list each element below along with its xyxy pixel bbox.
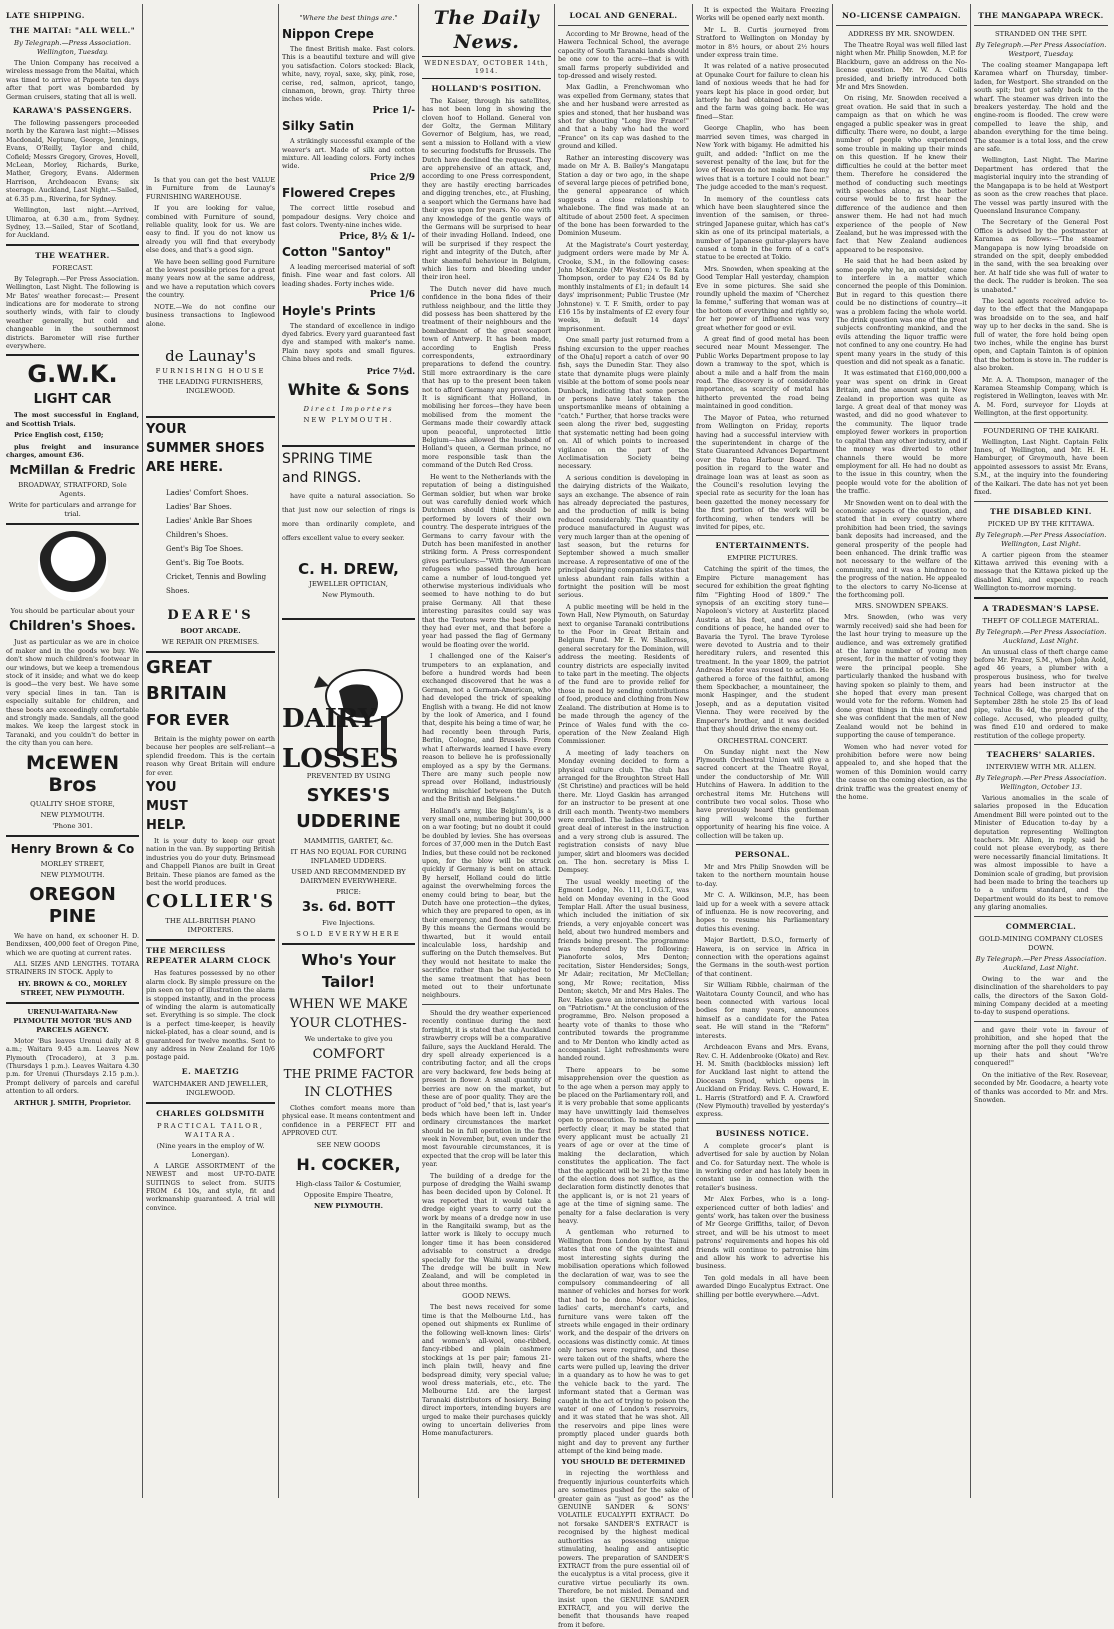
divider (974, 916, 1108, 917)
divider (696, 844, 829, 845)
article-text: A serious condition is developing in the dairying districts of the Waikato, says an exchange. The absence of rain has already depreciated the pastures, and the production of milk is being reduced considerably. The quantity of produce manufactured in August was very much larger than at the opening of last season, but the returns for September showed a much smaller increase. A representative of one of the principal dairying companies states that unless abundant rain falls within a fortnight the position will be most serious. (558, 473, 689, 600)
divider (146, 1102, 275, 1104)
divider (282, 618, 415, 620)
goldsmith-name: CHARLES GOLDSMITH (156, 1108, 265, 1118)
summer-shoes-heading: ARE HERE. (146, 459, 224, 475)
ad-text: You should be particular about your (10, 607, 135, 616)
article-text: There appears to be some misapprehension over the question as to the age when a person may apply to be placed on the Parliamentary roll, and it is very probable that some applicants may have unwittingly laid themselves open to prosecution. To make the point perfectly clear, it may be stated that every applicant must be actually 21 years of age or over at the time of making the declaration, which constitutes the application. The fact that the applicant will be 21 by the time of the election does not suffice, as the declaration form distinctly denotes that the applicant is, or is not 21 years of age at the time of signing same. The penalty for a false declaration is very heavy. (558, 1065, 689, 1226)
article-text: Catching the spirit of the times, the Empire Picture management has secured for exhibition the great fighting film "Fighting Hood of 1809." The synopsis of an exciting story tune—Napoleon's victory at Austerlitz placed Austria at his feet, and one of the conditions of peace, he handed over to Bavaria the Tyrol. The brave Tyrolese were devoted to Austria and to their hereditary rulers, and resented this treatment. In the year 1809, the patriot Andreas Hofer was roused to action. He gathered a force of the faithful, among them Speckbacher, a mountaineer, the monk Haspinger, and the student Joseph, and as a deputation visited Vienna. They were received by the Emperor's brother, and it was decided that they should drive the enemy out. (696, 565, 829, 734)
column-rule (970, 4, 971, 1498)
article-text: The coaling steamer Mangapapa left Karamea wharf on Thursday, timber-laden, for Westport. She stranded on the south spit; but got safely back to the wharf. The steamer was driven into the breakers yesterday. The hold and the engine-room is flooded. The crew were compelled to leave the ship, and abandon everything for the time being. The steamer is a total loss, and the crew are safe. (974, 61, 1108, 154)
article-text: Mr Alex Forbes, who is a long-experienced cutter of both ladies' and gents' work, has taken over the business of Mr George Griffiths, tailor, of Devon street, and will be his utmost to meet patrons' requirements and hopes his old friends will continue to patronise him and allow his work to advertise his business. (696, 1195, 829, 1271)
price: Price 1/6 (369, 290, 415, 301)
ad-text: NEW PLYMOUTH. (40, 870, 105, 879)
article-text: A public meeting will be held in the Town Hall, New Plymouth, on Saturday next to organise Taranaki contributions to the Poor in Great Britain and Belgium Fund. Mr E. W. Shallcross, general secretary for the Dominion, will address the meeting. Residents of country districts are especially invited to take part in the meeting. The objects of the fund are to provide relief for those in need by sending contributions of food, produce and clothing from New Zealand. The distribution at Home is to be made through the agency of the Prince of Wales fund with the co-operation of the New Zealand High Commissioner. (558, 602, 689, 746)
divider (282, 445, 415, 447)
silky-satin-heading: Silky Satin (282, 119, 354, 134)
ad-text: Motor 'Bus leaves Urenui daily at 8 a.m.; Waitara 9.45 a.m. Leaves New Plymouth (Trocadero), at 3 p.m. (Thursdays 1 p.m.). Leaves Waitara 4.30 p.m. for Urenui (Thursdays 2.15 p.m.). Prompt delivery of parcels and careful attention to all orders. (6, 1036, 139, 1096)
ad-text: plus freight and insurance charges, amount £36. (6, 442, 139, 459)
article-text: I challenged one of the Kaiser's trumpeters to an explanation, and before a hundred words had been exchanged discovered that he was a German, not a German-American, who had developed the trick of speaking English with a twang. He did not know by the look of America, and I found that, despite his being a time of war, he had recently been through Paris, Berlin, Cologne, and Brussels. From what I afterwards learned I have every reason to believe he is professionally employed as a spy by the Germans. There are many such people now spread over Holland, industriously working mischief between the Dutch and the British and Belgians." (422, 652, 551, 804)
article-text: He said that he had been asked by some people why he, an outsider, came to interfere in a matter which concerned the people of this Dominion. But in regard to this question there could be no distinctions of country—it was a problem facing the whole world. The drink question was one of the great subjects confronting mankind, and the evils attending the liquor traffic were not confined to any one country. He had spent many years in the study of this question and did not speak as a fanatic. (836, 257, 967, 367)
column-2 (146, 6, 275, 1496)
alarm-clock-heading: THE MERCILESS REPEATER ALARM CLOCK (146, 946, 271, 966)
article-text: The Union Company has received a wireless message from the Maitai, which was timed to arrive at Papeete ten days after that port was bombarded by German cruisers, stating that all is well. (6, 59, 139, 101)
divider (146, 651, 275, 653)
flowered-crepes-heading: Flowered Crepes (282, 186, 396, 201)
sykes-name: SYKES'S (306, 784, 391, 806)
article-text: Mrs. Snowden, (who was very warmly received) said she had been for the last hour trying to measure up the audience, and was extremely gratified at the large number of young men present, for in the matter of voting they were the principal people. She particularly thanked the husband with having spoken so plainly to them, and she hoped that every man present would vote for the reform. Women had done great things in this matter, and she was confident that the men of New Zealand would not be behind in supporting the cause of temperance. (836, 613, 967, 740)
ad-text: ARTHUR J. SMITH, Proprietor. (14, 1098, 131, 1107)
price: Price 7½d. (366, 365, 415, 376)
ad-text: MAMMITIS, GARTET, &c. (303, 836, 394, 845)
great-britain-heading: GREAT (146, 656, 212, 678)
ad-text: The most successful in England, and Scottish Trials. (6, 411, 139, 428)
article-text: At the Magistrate's Court yesterday, judgment orders were made by Mr A. Crooke, S.M., in the following cases: John McKenzie (Mr Weston) v. Te Kata Thompson, order to pay £24 0s 8d by monthly instalments of £1; in default 14 days' imprisonment; Public Trustee (Mr Johnstone) v. T. F. Smith, order to pay £16 15s by instalments of £2 every four weeks, in default 14 days' imprisonment. (558, 240, 689, 333)
kini-subheading: PICKED UP BY THE KITTAWA. (987, 519, 1095, 528)
article-text: Women who had never voted for prohibition before were now being appealed to, and she hoped that the women of this Dominion would carry the cause on the coming election, as the drink traffic was the greatest enemy of the home. (836, 742, 967, 801)
tailor-text: THE PRIME FACTOR (283, 1066, 414, 1081)
column-7 (836, 6, 967, 1496)
article-text: Sir William Ribble, chairman of the Waitotara County Council, and who has been connected with various local bodies for many years, announces himself as a candidate for the Patea seat. He will stand in the "Reform" interests. (696, 981, 829, 1040)
list-item: Gent's. Big Toe Boots. (166, 558, 245, 567)
article-text: Should the dry weather experienced recently continue during the next fortnight, it is stated that the Auckland strawberry crops will be a comparative failure, says the Auckland Herald. The dry spell already experienced is a contributing factor, and all the crops are very backward, few beds being at present in flower. A small quantity of berries are now on the market, but these are of poor quality. They are the product of "old bed," that is, last year's beds which have been left in. Under ordinary circumstances the market should be in full operation in the first week in November, but, even under the most favourable circumstances, it is expected that the crop will be later this year. (422, 1008, 551, 1169)
ad-text: HY. BROWN & CO., MORLEY STREET, NEW PLYMOUTH. (17, 979, 128, 997)
summer-shoes-heading: SUMMER SHOES (146, 440, 265, 456)
list-item: Ladies' Bar Shoes. (166, 502, 232, 511)
byline: By Telegraph.—Per Press Association. Auckland, Last Night. (975, 954, 1107, 972)
price: Price 1/- (372, 105, 415, 116)
article-text: Archdeacon Evans and Mrs. Evans, Rev. C. H. Addenbrooke (Okato) and Rev. H. M. Smith (backblocks mission) left for Auckland last night to attend the Diocesan Synod, which opens in Auckland on Friday. Revs. C. Howard, E. L. Harris (Stratford) and F. A. Crawford (New Plymouth) travelled by yesterday's express. (696, 1043, 829, 1119)
good-news-heading: GOOD NEWS. (462, 1292, 511, 1301)
divider (6, 354, 139, 356)
article-text: George Chaplin, who has been married seven times, was charged in New York with bigamy. He admitted his guilt, and added: "Inflict on me the severest penalty of the law, but for the love of Heaven do not make me face my wives that is a torture I could not bear." The judge acceded to the man's request. (696, 124, 829, 192)
ad-text: Five Injections. (322, 918, 375, 927)
ad-text: We undertake to give you (304, 1034, 393, 1043)
article-text: Mr. A. A. Thompson, manager of the Karamea Steamship Company, which is registered in Wellington, leaves with Mr. A. M. Ford, surveyor for Lloyds at Wellington, at the first opportunity. (974, 375, 1108, 418)
divider (146, 939, 275, 941)
byline: By Telegraph.—Per Press Association. Auckland, Last Night. (975, 627, 1107, 645)
great-britain-heading: BRITAIN (146, 682, 227, 704)
concert-heading: ORCHESTRAL CONCERT. (717, 736, 808, 745)
column-4 (422, 6, 551, 1496)
local-general-heading: LOCAL AND GENERAL. (569, 11, 678, 20)
sander-heading: YOU SHOULD BE DETERMINED (561, 1458, 686, 1467)
article-text: A gentleman who returned to Wellington from London by the Tainui states that one of the quaintest and most interesting sights during the mobilisation operations which followed the declaration of war, was to see the compulsory commandeering of all manner of vehicles and horses for work that had to be done. Motor vehicles, ladies' carts, merchant's carts, and furniture vans were taken off the streets while engaged in their ordinary work, and the despair of the drivers on occasions was distinctly comic. At times only horses were required, and these were taken out of the shafts, where the carts were pulled up, leaving the driver in a quandary as to how he was to get the vehicle back to the yard. The informant stated that a German was caught in the act of trying to poison the water of one of London's reservoirs, and it was stated that he was shot. All the reservoirs and pipe lines were promptly placed under guards both night and day to prevent any further attempt of the kind being made. (558, 1228, 689, 1456)
article-text: The best news received for some time is that the Melbourne Ltd., has opened out shipments ex Runlime of the following well-known lines: Girls' and women's all-wool, one-ribbed, fancy-ribbed and plain cashmere stockings at 1s per pair; famous 21-inch plain twill, heavy and fine bedspread dimity, very special value; wool dress materials, etc., etc. The Melbourne Ltd. are the largest Taranaki distributors of hosiery. Being direct importers, intending buyers are urged to make their purchases quickly owing to uncertain deliveries from Home manufacturers. (422, 1303, 551, 1438)
article-text: in rejecting the worthless and frequently injurious counterfeits which are sometimes pushed for the sake of greater gain as "just as good" as the GENUINE SANDER & SONS' VOLATILE EUCALYPTI EXTRACT. Do not forsake SANDER'S EXTRACT is recognised by the highest medical authorities as possessing unique stimulating, healing and antiseptic powers. The preparation of SANDER'S EXTRACT from the pure essential oil of the eucalyptus is a vital process, give it curative virtue peculiarly its own. Therefore, be not misled. Demand and insist upon the GENUINE SANDER EXTRACT, and you will derive the benefit that thousands have reaped from it before. (558, 1469, 689, 1629)
article-text: The Dutch never did have much confidence in the bona fides of their ruthless neighbour, and the little they did possess has been shattered by the treatment of their neighbours and the bombardment of the great seaport town of Antwerp. It has been made, according to English Press correspondents, extraordinary preparations to defend the country. Still more extraordinary is the care that has up to the present been taken not to afford Germany any provocation. It is significant that Holland, in mobilising her forces—they have been mobilised from the moment the Germans made their cowardly attack upon peaceful, unprotected little Belgium—has allowed the husband of Holland's queen, a German prince, no more responsible task than the command of the Dutch Red Cross. (422, 284, 551, 470)
ad-text: QUALITY SHOE STORE, (30, 799, 115, 808)
article-text: Owing to the war and the disinclination of the shareholders to pay calls, the directors of the Saxon Gold-mining Company decided at a meeting to-day to suspend operations. (974, 974, 1108, 1017)
ad-text: ALL SIZES AND LENGTHS. TOTARA STRAINERS IN STOCK. Apply to (6, 959, 139, 977)
late-shipping-heading: LATE SHIPPING. (6, 11, 85, 20)
divider (974, 501, 1108, 502)
drew-name: C. H. DREW, (298, 559, 399, 578)
article-text: Rather an interesting discovery was made on Mr A. B. Bailey's Mangatapu Station a day or two ago, in the shape of several large pieces of petrified bone, the general appearance of which suggests a close relationship to whalebone. The find was made at an altitude of about 2500 feet. A specimen of the bone has been forwarded to the Dominion Museum. (558, 153, 689, 238)
tailor-text: COMFORT (312, 1046, 385, 1062)
article-text: Wellington, Last Night. Captain Felix Innes, of Wellington, and Mr. H. H. Hamburger, of Greymouth, have been appointed assessors to assist Mr. Evans, S.M., at the inquiry into the foundering of the Kaikari. The date has not yet been fixed. (974, 437, 1108, 497)
ad-text: have quite a natural association. So that just now our selection of rings is more than ordinarily complete, and offers excellent value to every seeker. (282, 491, 415, 542)
article-text: The Mayor of Patea, who returned from Wellington on Friday, reports having had a successful interview with the superintendent in charge of the State Guaranteed Advances Department over the Patea Harbour Board. The position in regard to the water and drainage loan was at least as soon as the Council's resolution levying the special rate as security for the loan has been gazetted the money necessary for the first portion of the work will be forthcoming, when tenders will be invited for pipes, etc. (696, 413, 829, 531)
ad-text: JEWELLER OPTICIAN, (309, 579, 388, 588)
ad-text: THE ALL-BRITISH PIANO IMPORTERS. (165, 917, 256, 935)
gwk-light-car: LIGHT CAR (33, 392, 112, 408)
column-rule (418, 4, 419, 1498)
spring-heading: and RINGS. (282, 469, 362, 486)
column-rule (278, 4, 279, 1498)
tailor-heading: Who's Your Tailor! (301, 950, 396, 991)
article-text: According to Mr Browne, head of the Hawera Technical School, the average capacity of South Taranaki lands should be one cow to the acre—that is with small farms properly subdivided and top-dressed and wisely rested. (558, 30, 689, 81)
ad-text: MORLEY STREET, (40, 859, 105, 868)
karawa-heading: KARAWA'S PASSENGERS. (12, 106, 133, 116)
ad-text: Direct Importers (303, 404, 394, 413)
article-text: and gave their vote in favour of prohibition, and she hoped that the morning after the poll they could throw up their hats and shout "We're conquered!" (974, 1025, 1108, 1068)
ad-text: Is that you can get the best VALUE in Furniture from de Launay's FURNISHING WAREHOUSE. (146, 176, 275, 201)
ad-text: USED AND RECOMMENDED BY DAIRYMEN EVERYWHERE. (291, 867, 406, 885)
divider (696, 1123, 829, 1124)
ad-text: Has features possessed by no other alarm clock. By simple pressure on the pin seen on top of illustration the alarm is stopped instantly, and in the process of winding the alarm is automatically set. Everything is so simple. The clock is a perfect time-keeper, is heavily nickel-plated, has a clear sound, and is guaranteed for twelve months. Sent to any address in New Zealand for 10/6 postage paid. (146, 969, 275, 1062)
article-text: A cartier pigeon from the steamer Kittawa arrived this evening with a message that the Kittawa picked up the disabled Kini, and expects to reach Wellington to-morrow morning. (974, 550, 1108, 593)
must-help-heading: MUST (146, 798, 188, 814)
white-sons-name: White & Sons (287, 379, 410, 399)
divider (974, 1021, 1108, 1022)
column-rule (142, 4, 143, 1498)
column-1 (6, 6, 139, 1496)
list-item: Ladies' Comfort Shoes. (166, 488, 249, 497)
divider (6, 244, 139, 246)
ad-text: Just as particular as we are in choice of maker and in the goods we buy. We don't show much children's footwear in our windows, but we keep a tremendous stock of it inside; and what we do keep is good—the very best. We have some very special lines in tan. Tan is especially suitable for children, and these boots are exceedingly comfortable and strongly made. Sandals, all the good makes. We keep the largest stock in Taranaki, and you couldn't do better in the city than you can here. (6, 638, 139, 748)
article-text: By Telegraph.—Per Press Association. Wellington, Last Night. The following is Mr Bates' weather forecast:— Present indications are for moderate to strong southerly winds, with fair to cloudy weather generally, but cold and changeable in the southernmost districts. Barometer will rise further everywhere. (6, 274, 139, 350)
quote: "Where the best things are." (299, 14, 398, 22)
teachers-subheading: INTERVIEW WITH MR. ALLEN. (986, 763, 1096, 771)
deare-name: DEARE'S (167, 607, 254, 623)
ad-text: NOTE.—We do not confine our business transactions to Inglewood alone. (146, 302, 275, 328)
tailor-text: YOUR CLOTHES- (290, 1015, 407, 1031)
gwk-brand: G.W.K. (27, 360, 118, 389)
ad-text: SEE NEW GOODS (316, 1140, 381, 1149)
article-text: A complete grocer's plant is advertised for sale by auction by Nolan and Co. for Saturday next. The whole is in working order and has lately been in constant use in connection with the retailer's business. (696, 1141, 829, 1192)
ad-text: NEW PLYMOUTH. (303, 415, 394, 424)
column-rule (832, 4, 833, 1498)
ad-text: Clothes comfort means more than physical ease. It means contentment and confidence in a PERFECT FIT and APPROVED CUT. (282, 1103, 415, 1138)
article-text: A meeting of lady teachers on Monday evening decided to form a physical culture club. The club has arranged for the Broughton Street Hall (St Christine) and practices will be held there. Mr. Lloyd Gaskin has arranged for an instructor to be present at one drill each month. Twenty-two members were enrolled. The ladies are taking a great deal of interest in the instruction and a very strong club is assured. The registration consists of navy blue jumper, skirt and bloomers was decided on. The hon. secretary is Miss I. Dempsey. (558, 748, 689, 875)
ad-text: The correct little rosebud and pompadour designs. Very choice and fast colors. Twenty-nine inches wide. (282, 204, 415, 230)
ad-text: If you are looking for value, combined with Furniture of sound, reliable quality, look for us. We are easy to find. If you do not know us already you will find that everybody else does, and that's a good sign. (146, 204, 275, 255)
article-text: On the initiative of the Rev. Rosevear, seconded by Mr. Goodacre, a hearty vote of thanks was accorded to Mr. and Mrs. Snowden. (974, 1070, 1108, 1104)
ad-text: THE LEADING FURNISHERS, INGLEWOOD. (157, 377, 264, 395)
byline: By Telegraph.—Per Press Association. Wellington, October 13. (975, 774, 1107, 791)
nippon-crepe-heading: Nippon Crepe (282, 27, 374, 41)
masthead-date: WEDNESDAY, OCTOBER 14th, 1914. (422, 56, 551, 79)
empire-heading: EMPIRE PICTURES. (727, 554, 798, 563)
article-text: Ten gold medals in all have been awarded Dingo Eucalyptus Extract. One shilling per bottle everywhere.—Advt. (696, 1273, 829, 1299)
article-text: Mrs. Snowden, when speaking at the Good Templar Hall yesterday, champion Eve in some pictures. She said she roundly upheld the maxim of "Cherchez la femme," suffering that woman was at the bottom of everything and rightly so, for her power of influence was very great whether for good or evil. (696, 264, 829, 332)
oregon-pine-heading: OREGON PINE (29, 883, 116, 927)
dairy-heading: DAIRY (282, 704, 377, 734)
delaunay-name: de Launay's (165, 346, 256, 365)
ad-text: IT HAS NO EQUAL FOR CURING INFLAMED UDDERS. (290, 847, 407, 865)
article-text: The local agents received advice to-day to the effect that the Mangapapa was broadside on to the sea, and half way up to her decks in the sand. She is full of water, the fore hold being open two inches, while the engine has burst open, and Captain Tainton is of opinion that the bottom is stove in. The rudder is also broken. (974, 296, 1108, 373)
article-text: The following passengers proceeded north by the Karawa last night:—Misses Macdonald, Neptune, George, Jennings, Evans, O'Reilly, Taylor and child, Cofield; Messrs Gregory, Groves, Hovell, McLean, Morley, Richards, Burke, Mather, Gregory, Evans. Aldermen Harrison, Archdeacon Evans; six steerage. Auckland, Last Night.—Sailed, at 6.35 p.m., Riverina, for Sydney. (6, 119, 139, 203)
byline: By Telegraph.—Per Press Association. Wellington, Last Night. (975, 530, 1107, 548)
divider (974, 597, 1108, 599)
article-text: On Sunday night next the New Plymouth Orchestral Union will give a sacred concert at the Theatre Royal, under the conductorship of Mr. Will Hutchins of Hawera. In addition to the orchestral items Mr. Hutchens will contribute two vocal solos. Those who have previously heard this gentleman sing will welcome the further opportunity of hearing his fine voice. A collection will be taken up. (696, 747, 829, 840)
ad-text: BOOT ARCADE. (180, 626, 241, 635)
article-text: The Kaiser, through his satellites, has not been long in showing the cloven hoof to Holland. General von der Goltz, the German Military Governor of Belgium, has, we read, sent a mission to Holland with a view to securing foodstuffs for Brussels. The Dutch have declined the request. They are apprehensive of an attack, and, according to one Press correspondent, they are hastily erecting barricades and digging trenches, etc., at Flushing, a seaport which the Germans have had their eyes upon for years. No one with any knowledge of the gentle ways of the Germans will be surprised to hear of their invading Holland. Indeed, one will be surprised if they respect the right and integrity of the Dutch, after their shameful behaviour in Belgium, which lies torn and bleeding under their iron heel. (422, 96, 551, 282)
henry-brown-name: Henry Brown & Co (10, 841, 135, 856)
ad-text: NEW PLYMOUTH. (314, 1201, 383, 1210)
ad-text: (Nine years in the employ of W. Lonergan). (156, 1141, 265, 1159)
ad-text: The standard of excellence in indigo dyed fabrics. Every yard guaranteed fast dye and stamped with maker's name. Plain navy spots and small figures. China blues and reds. (282, 321, 415, 364)
cotton-santoy-heading: Cotton "Santoy" (282, 244, 392, 259)
divider (974, 744, 1108, 745)
divider (6, 835, 139, 837)
ad-text: 'Phone 301. (52, 821, 93, 830)
must-help-heading: HELP. (146, 817, 187, 833)
divider (974, 25, 1108, 26)
byline: By Telegraph.—Press Association. Wellington, Tuesday. (13, 39, 132, 56)
column-rule (692, 4, 693, 1498)
article-text: Max Gadlin, a Frenchwoman who was expelled from Germany, states that she and her husband were arrested as spies and stoned, that her husband was shot for shouting "Long live France!" and that a baby who had the word "France" on its cap was dashed to the ground and killed. (558, 83, 689, 151)
ad-text: Price English cost, £150; (14, 431, 104, 440)
column-8 (974, 6, 1108, 1496)
article-text: It was related of a native prosecuted at Opunake Court for failure to clean his land of noxious weeds that he had for years kept his place in good order, but latterly he had obtained a motor-car, and the farm was going back. He was fined—Star. (696, 62, 829, 121)
snowden-heading: ADDRESS BY MR. SNOWDEN. (848, 30, 955, 38)
mrs-snowden-heading: MRS. SNOWDEN SPEAKS. (854, 602, 949, 611)
ad-text: Write for particulars and arrange for trial. (8, 501, 137, 519)
article-text: One small party just returned from a fishing excursion to the upper reaches of the Oha[u] report a catch of over 90 fish, says the Dunedin Star. They also state that dynamite plugs were plainly visible at the bottom of some pools near Dunback, indicating that some person or persons have lately taken the unsportsmanlike means of obtaining a "catch." Further, that horse tracks were seen along the river bed, suggesting that systematic netting had been going on. All of which points to increased vigilance on the part of the Acclimatisation Society being necessary. (558, 336, 689, 471)
mcewen-brand: McEWEN Bros (26, 751, 119, 796)
article-text: The Theatre Royal was well filled last night when Mr. Philip Snowden, M.P. for Blackburn, gave an address on the No-license question. Mr. W. A. Collis presided, and briefly introduced both Mr and Mrs Snowden. (836, 41, 967, 92)
childrens-shoes-heading: Children's Shoes. (9, 619, 136, 635)
shoe-list (146, 486, 275, 598)
divider (974, 422, 1108, 423)
ad-text: SOLD EVERYWHERE (296, 929, 401, 938)
kini-heading: THE DISABLED KINI. (990, 506, 1092, 516)
article-text: In memory of the countless cats which have been slaughtered since the invention of the samisen, or three-stringed Japanese guitar, which has cat's skin as one of its principal materials, a number of Japanese guitar-players have caused a tomb in the form of a cat's statue to be erected at Tokio. (696, 194, 829, 262)
gold-heading: GOLD-MINING COMPANY CLOSES DOWN. (979, 934, 1103, 952)
divider (558, 25, 689, 26)
divider (6, 523, 139, 525)
teachers-heading: TEACHERS' SALARIES. (986, 750, 1096, 759)
divider (836, 25, 967, 26)
article-text: Mr and Mrs Philip Snowden will be taken to the northern mountain house to-day. (696, 862, 829, 888)
ad-text: FURNISHING HOUSE (155, 366, 266, 375)
article-text: The usual weekly meeting of the Egmont Lodge, No. 111, I.O.G.T., was held on Monday evening in the Good Templar Hall. After the usual business, which included the initiation of six friends, a very enjoyable concert was held, about two hundred members and friends being present. The programme was rendered by the following: Pianoforte solos, Mrs Denton; recitation, Sister Hendersides; Songs, Mr Adair; recitation, Mr McClellan; song, Mr Rowe; recitation, Miss Denton; sketch, Mr and Mrs Hales. The Rev. Hales gave an interesting address on "Patriotism." At the conclusion of the programme, Bro. Nelson proposed a hearty vote of thanks to those who contributed towards the programme and to Mr Denton who kindly acted as accompanist. Light refreshments were handed round. (558, 877, 689, 1063)
divider (282, 943, 415, 945)
maetzig-name: E. MAETZIG (181, 1066, 240, 1076)
ad-text: PRACTICAL TAILOR, WAITARA. (157, 1121, 264, 1139)
list-item: Ladies' Ankle Bar Shoes (166, 516, 252, 525)
article-text: He went to the Netherlands with the reputation of being a distinguished German soldier, but when war broke out was carefully denied work which Dutchmen should think should be performed by lovers of their own country. The desperate intrigues of the Germans to carry favour with the Dutch has been manifested in another striking form. A Press correspondent gives particulars:—"With the American refugees who passed through here came a number of loud-tongued yet otherwise mysterious individuals who seemed to have nothing to do but praise Germany. All that these interesting parasites could say was that the Teutons were the best people they had ever met, and that before a year had passed the flag of Germany would be floating over the world. (422, 472, 551, 649)
tradesman-heading: A TRADESMAN'S LAPSE. (982, 603, 1100, 613)
udderine-price: 3s. 6d. BOTT (301, 899, 396, 915)
kaikari-heading: FOUNDERING OF THE KAIKARI. (983, 426, 1099, 435)
ad-text: NEW PLYMOUTH. (40, 810, 105, 819)
ad-text: High-class Tailor & Costumier, (295, 1179, 402, 1188)
mcmillan-name: McMillan & Fredric (9, 463, 136, 478)
price: Price 2/9 (369, 172, 415, 183)
divider (146, 416, 275, 418)
cocker-name: H. COCKER, (296, 1154, 401, 1174)
article-text: Wellington, Last Night. The Marine Department has ordered that the magisterial inquiry into the stranding of the Mangapapa is to be held at Westport as soon as the crew reaches that place. The vessel was partly insured with the Queensland Insurance Company. (974, 156, 1108, 215)
entertainments-heading: ENTERTAINMENTS. (715, 541, 810, 551)
summer-shoes-heading: YOUR (146, 421, 187, 437)
ad-text: A leading mercerised material of soft finish. Fine wear and fast colors. All leading shades. Forty inches wide. (282, 262, 415, 288)
ad-text: A strikingly successful example of the weaver's art. Made of silk and cotton mixture. All leading colors. Forty inches wide. (282, 137, 415, 171)
list-item: Gent's Big Toe Shoes. (166, 544, 244, 553)
ad-text: WE REPAIR ON PREMISES. (161, 637, 260, 646)
ad-text: It is your duty to keep our great nation in the van. By supporting British industries you do your duty. Brinsmead and Chappell Pianos are built in Great Britain. These pianos are famed as the best the world produces. (146, 836, 275, 887)
article-text: Wellington, last night.—Arrived, Ulimaroa, at 6.30 a.m., from Sydney. Sydney, 13.—Sailed, Star of Scotland, for Auckland. (6, 206, 139, 240)
colliers-name: COLLIER'S (146, 891, 275, 913)
article-text: Major Bartlett, D.S.O., formerly of Hawera, is on service in Africa in connection with the operations against the Germans in the south-west portion of that continent. (696, 936, 829, 978)
column-3 (282, 6, 415, 1496)
maitai-heading: THE MAITAI: "ALL WELL." (9, 26, 136, 35)
ad-text: The finest British make. Fast colors. This is a beautiful texture and will give you satisfaction. Colors stocked: Black, white, navy, royal, saxe, sky, pink, rose, cerise, red, salmon, apricot, tango, cinnamon, brown, gray. Thirty three inches wide. (282, 45, 415, 104)
weather-heading: THE WEATHER. (35, 250, 110, 260)
price: Price, 8½ & 1/- (339, 231, 415, 242)
masthead-title: The Daily News. (433, 7, 540, 53)
column-6 (696, 6, 829, 1496)
must-help-heading: YOU (146, 779, 177, 795)
article-text: Various anomalies in the scale of salaries proposed in the Education Amendment Bill were pointed out to the Minister of Education to-day by a deputation representing Wellington teachers. Mr. Allen, in reply, said he could not please everybody, as there were necessarily financial limitations. It was almost impossible to have a Dominion scale of grading, but provision had been made to bring the teachers up to a uniform standard, and the Department would do its best to remove any glaring anomalies. (974, 794, 1108, 912)
ad-text: Opposite Empire Theatre, (303, 1190, 394, 1199)
commercial-heading: COMMERCIAL. (1005, 921, 1077, 931)
article-text: The Secretary of the General Post Office is advised by the postmaster at Karamea as follows:—"The steamer Mangapapa is now lying broadside on stranded on the spit, deeply embedded in the sand, with the sea breaking over her. At half tide she was full of water to the deck. The rudder is broken. The sea is unabated." (974, 218, 1108, 294)
udderine-name: UDDERINE (296, 810, 401, 832)
article-text: Mr Snowden went on to deal with the economic aspects of the question, and stated that in every country where prohibition had been tried, the savings bank deposits had increased, and the general prosperity of the people had been enhanced. The drink traffic was not necessary to the welfare of the community, and it was a hindrance to the progress of the nation. He appealed to the electors to carry No-license at the forthcoming poll. (836, 498, 967, 599)
hoyles-prints-heading: Hoyle's Prints (282, 303, 376, 318)
losses-heading: LOSSES (282, 744, 399, 774)
ad-text: PRICE: (336, 887, 361, 896)
ad-text: BROADWAY, STRATFORD, Sole Agents. (18, 481, 127, 499)
article-text: The building of a dredge for the purpose of dredging the Waihi swamp has been decided upon by Colonel. It was reported that it would take a dredge eight years to carry out the work by means of a dredge now in use in the Rangitaiki swamp, but as the latter work is likely to occupy much longer time it has been considered advisable to construct a dredge specially for the Waihi swamp work. The dredge will be built in New Zealand, and will be completed in about three months. (422, 1171, 551, 1289)
list-item: Cricket, Tennis and Bowling Shoes. (166, 572, 267, 595)
byline: By Telegraph.—Per Press Association. Westport, Tuesday. (975, 41, 1107, 58)
mangapapa-heading: THE MANGAPAPA WRECK. (978, 11, 1104, 20)
ad-text: PREVENTED BY USING (306, 771, 391, 780)
ad-text: WATCHMAKER AND JEWELLER, INGLEWOOD. (152, 1079, 269, 1097)
great-britain-heading: FOR EVER (146, 710, 230, 729)
ad-text: Britain is the mighty power on earth because her peoples are self-reliant—a splendid freedom. This is the certain reason why Great Britain will endure for ever. (146, 734, 275, 777)
personal-heading: PERSONAL. (734, 849, 791, 859)
divider (422, 1004, 551, 1005)
ad-text: New Plymouth. (322, 590, 375, 599)
article-text: On rising, Mr. Snowden received a great ovation. He said that in such a campaign as that on which he was engaged a public speaker was in great difficulty. There were, no doubt, a large number of people who experienced some trouble in making up their minds on this question. If he knew their difficulties he could at the better meet them. Therefore he considered the method of conducting such meetings with speeches alone, as the better course would be to first hear the difference of the audience and then answer them. He had not had much experience of the people of New Zealand, but he was impressed with the fact that New Zealand audiences appeared to be responsive. (836, 94, 967, 254)
column-rule (554, 4, 555, 1498)
divider (696, 535, 829, 536)
mangapapa-subheading: STRANDED ON THE SPIT. (994, 30, 1088, 38)
forecast-heading: FORECAST. (52, 263, 93, 272)
article-text: It was estimated that £160,000,000 a year was spent on drink in Great Britain, and the amount spent in New Zealand in proportion was quite as large. A great deal of that money was wasted, and did no good whatever to the community. The liquor trade employed fewer workers in proportion to capital than any other industry, and if the money was diverted to other channels there would be more employment for all. He had no doubt as to the issue in this country, when the people would vote for the abolition of the traffic. (836, 369, 967, 496)
article-text: Mr L. B. Curtis journeyed from Stratford to Wellington on Monday by motor in 8½ hours, or about 2½ hours under express train time. (696, 25, 829, 60)
business-heading: BUSINESS NOTICE. (715, 1128, 810, 1138)
article-text: Mr C. A. Wilkinson, M.P., has been laid up for a week with a severe attack of influenza. He is now recovering, and hopes to resume his Parliamentary duties this evening. (696, 891, 829, 933)
article-text: It is expected the Waitara Freezing Works will be opened early next month. (696, 6, 829, 23)
ad-text: We have on hand, ex schooner H. D. Bendixsen, 400,000 feet of Oregon Pine, which we are quoting at current rates. (6, 931, 139, 957)
holland-heading: HOLLAND'S POSITION. (431, 83, 542, 93)
tradesman-subheading: THEFT OF COLLEGE MATERIAL. (982, 616, 1100, 625)
bus-heading: URENUI-WAITARA-New PLYMOUTH MOTOR 'BUS AND PARCELS AGENCY. (13, 1007, 132, 1034)
spring-heading: SPRING TIME (282, 450, 373, 467)
article-text: A great find of good metal has been secured near Mount Messenger. The Public Works Department propose to lay down a tramway to the spot, which is about a mile and a half from the main road. The discovery is of considerable importance, as scarcity of metal has hitherto prevented the road being maintained in good condition. (696, 335, 829, 411)
ad-text: We have been selling good Furniture at the lowest possible prices for a great many years now at the same address, and we have a reputation which covers the country. (146, 257, 275, 300)
ad-text: A LARGE ASSORTMENT of the NEWEST and most UP-TO-DATE SUITINGS to select from. SUITS FROM £4 10s, and style, fit and workmanship guaranteed. A trial will convince. (146, 1161, 275, 1212)
no-license-heading: NO-LICENSE CAMPAIGN. (841, 11, 962, 20)
article-text: An unusual class of theft charge came before Mr. Frazer, S.M., when John Aold, aged 46 years, a plumber with a prosperous business, who for twelve years had been instructor at the Technical College, was charged that on September 28th he stole 25 lbs of lead pipe, value 8s 4d, the property of the college. Accused, who pleaded guilty, was fined £10 and ordered to make restitution of the college property. (974, 647, 1108, 740)
list-item: Children's Shoes. (166, 530, 229, 539)
divider (6, 1002, 139, 1004)
tailor-text: WHEN WE MAKE (289, 996, 408, 1012)
column-5 (558, 6, 689, 1629)
child-portrait-icon (38, 531, 108, 601)
tailor-text: IN CLOTHES (304, 1084, 393, 1100)
article-text: Holland's army, like Belgium's, is a very small one, numbering but 300,000 on a war footing; but no doubt it could be doubled by levies. She has overseas forces of 37,000 men in the Dutch East Indies, but these could not be reckoned upon, for the blow will be struck quickly if Germany is bent on attack. By herself, Holland could do little against the overwhelming forces the enemy could bring to bear, but the Dutch have one protection—the dykes, which they are prepared to open, as in their emergency, and flood the country. By this means the Germans would be thwarted, but it would entail incalculable loss, hardship and suffering on the Dutch themselves. But they would not hesitate to make the sacrifice rather than be subjected to the same treatment that has been meted out to their unfortunate neighbours. (422, 806, 551, 1000)
